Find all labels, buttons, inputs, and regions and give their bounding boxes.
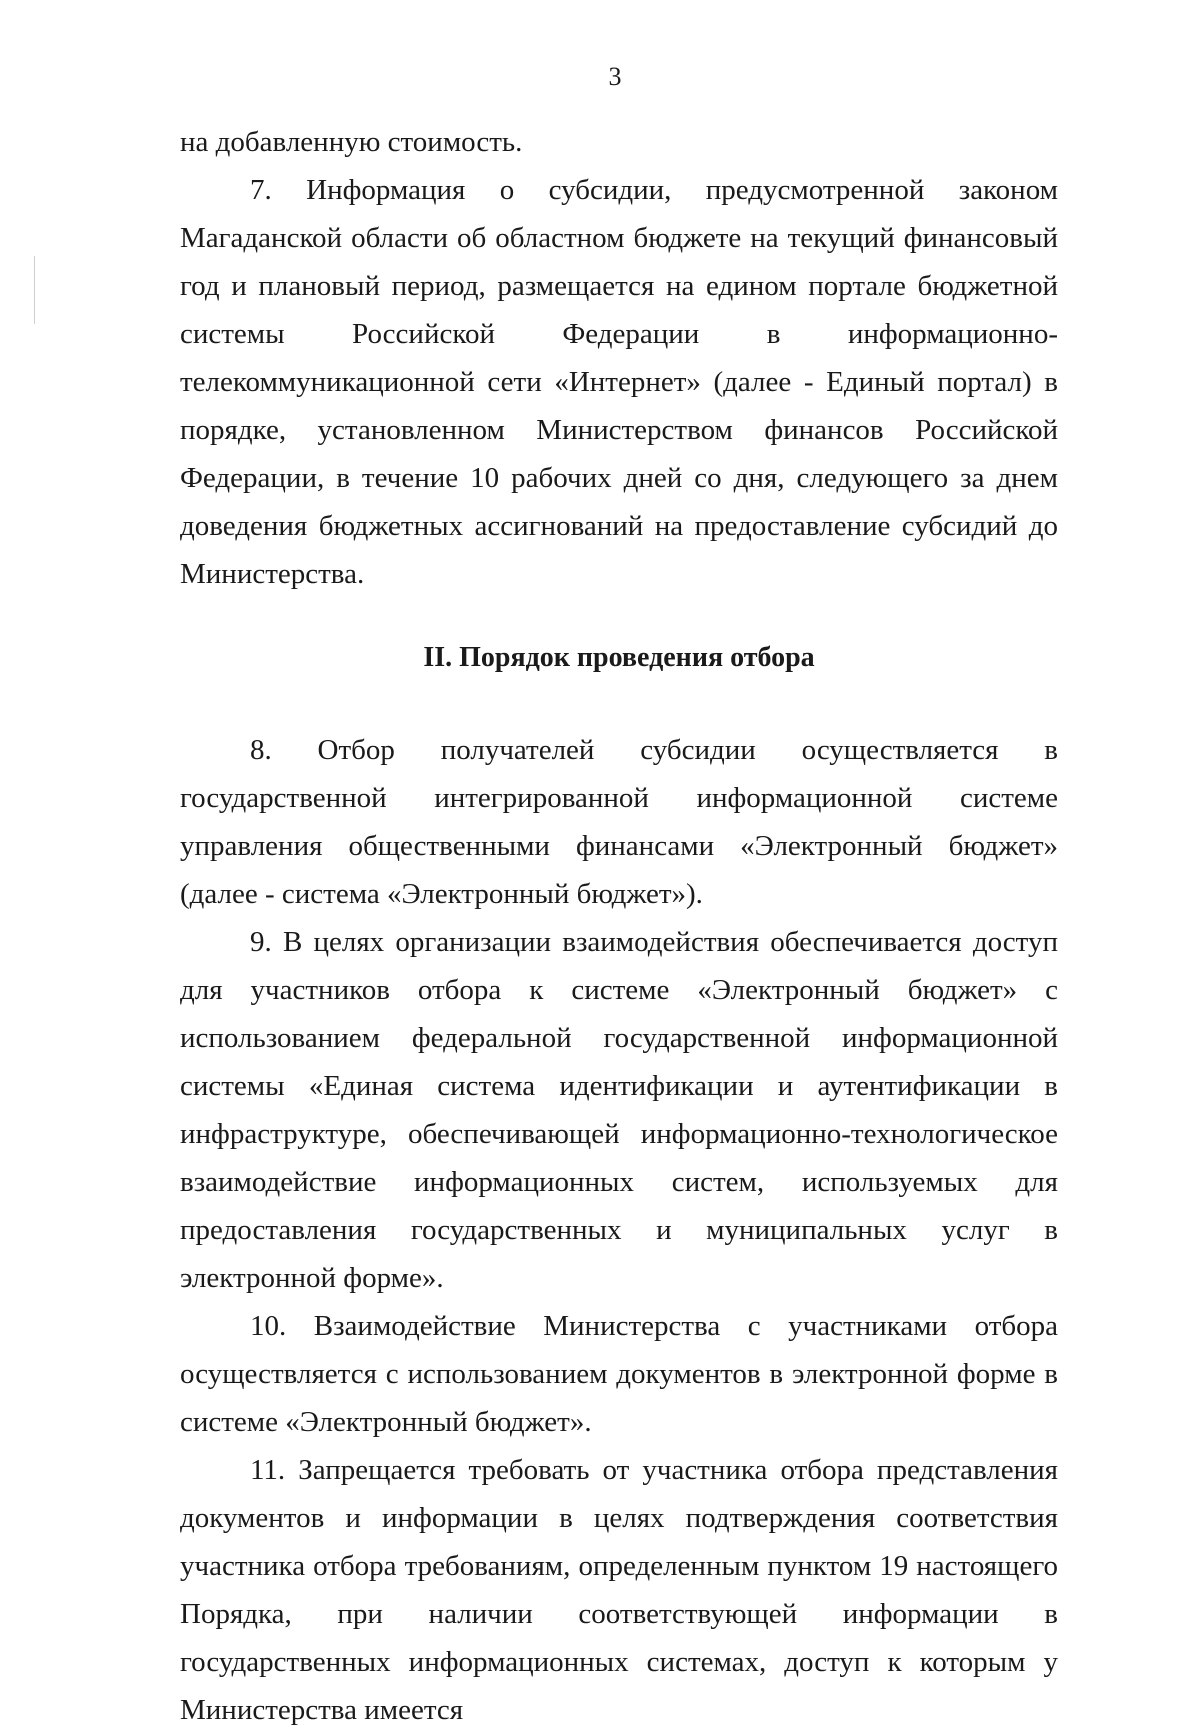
scan-artifact	[34, 256, 35, 324]
paragraph-item-9: 9. В целях организации взаимодействия обеспечивается доступ для участников отбора к системе «Электронный бюджет» с использованием федеральной государственной информационной системы «Единая система идентификации и аутентификации в инфраструктуре, обеспечивающей информационно-технологическое взаимодействие информационных систем, используемых для предоставления государственных и муниципальных услуг в электронной форме».	[180, 926, 1058, 1294]
paragraph-item-8: 8. Отбор получателей субсидии осуществляется в государственной интегрированной информационной системе управления общественными финансами «Электронный бюджет» (далее - система «Электронный бюджет»).	[180, 734, 1058, 910]
section-heading: II. Порядок проведения отбора	[423, 642, 815, 673]
paragraph-continuation: на добавленную стоимость.	[180, 126, 523, 158]
paragraph-item-7: 7. Информация о субсидии, предусмотренной законом Магаданской области об областном бюджете на текущий финансовый год и плановый период, размещается на едином портале бюджетной системы Российской Федерации в информационно-телекоммуникационной сети «Интернет» (далее - Единый портал) в порядке, установленном Министерством финансов Российской Федерации, в течение 10 рабочих дней со дня, следующего за днем доведения бюджетных ассигнований на предоставление субсидий до Министерства.	[180, 174, 1058, 590]
document-body	[180, 118, 1058, 1734]
page-number: 3	[608, 62, 622, 91]
paragraph-item-11: 11. Запрещается требовать от участника отбора представления документов и информации в целях подтверждения соответствия участника отбора требованиям, определенным пунктом 19 настоящего Порядка, при наличии соответствующей информации в государственных информационных системах, доступ к которым у Министерства имеется	[180, 1454, 1058, 1726]
paragraph-item-10: 10. Взаимодействие Министерства с участниками отбора осуществляется с использованием документов в электронной форме в системе «Электронный бюджет».	[180, 1310, 1058, 1438]
